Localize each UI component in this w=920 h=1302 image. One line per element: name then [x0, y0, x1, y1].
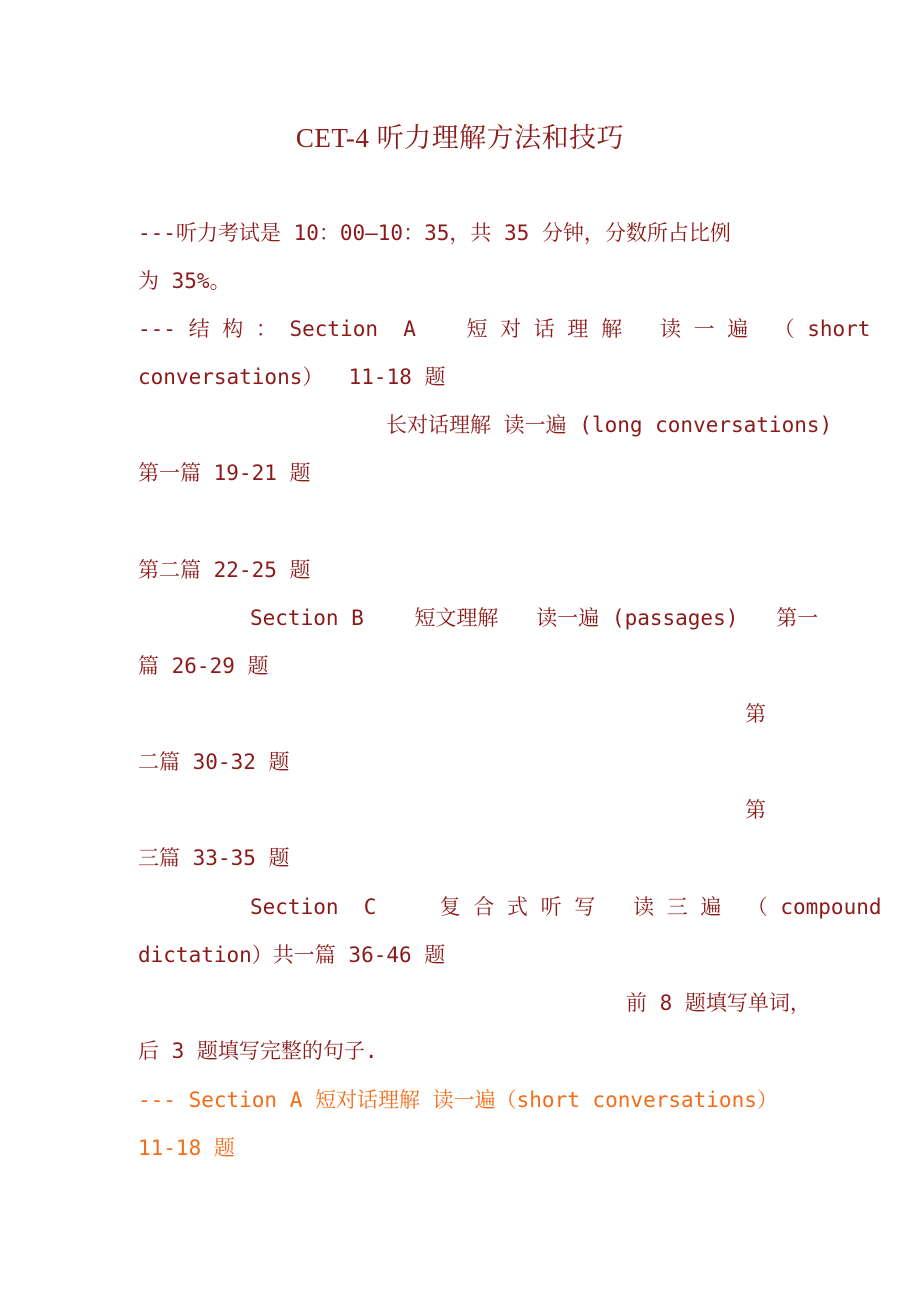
text-line: 前 8 题填写单词，: [626, 991, 811, 1015]
text-line: 第: [745, 702, 766, 726]
text-line: ---听力考试是 10：00—10：35，共 35 分钟，分数所占比例: [138, 221, 731, 245]
text-line: conversations） 11-18 题: [138, 365, 446, 389]
text-line: Section B 短文理解 读一遍 (passages) 第一: [250, 606, 819, 630]
text-line: 为 35%。: [138, 269, 231, 293]
text-line: 第一篇 19-21 题: [138, 461, 311, 485]
text-line: --- 结 构 ： Section A 短 对 话 理 解 读 一 遍 （ short: [138, 317, 871, 341]
text-line: 二篇 30-32 题: [138, 750, 290, 774]
highlighted-line: 11-18 题: [138, 1136, 235, 1160]
text-line: 后 3 题填写完整的句子.: [138, 1039, 378, 1063]
text-line: 第: [745, 798, 766, 822]
document-title: CET-4 听力理解方法和技巧: [295, 123, 625, 153]
text-line: Section C 复 合 式 听 写 读 三 遍 （ compound: [250, 895, 882, 919]
text-line: dictation）共一篇 36-46 题: [138, 943, 446, 967]
text-line: 篇 26-29 题: [138, 654, 269, 678]
text-line: 长对话理解 读一遍 (long conversations): [386, 413, 833, 437]
text-line: 第二篇 22-25 题: [138, 558, 311, 582]
text-line: 三篇 33-35 题: [138, 846, 290, 870]
highlighted-line: --- Section A 短对话理解 读一遍（short conversations）: [138, 1088, 778, 1112]
